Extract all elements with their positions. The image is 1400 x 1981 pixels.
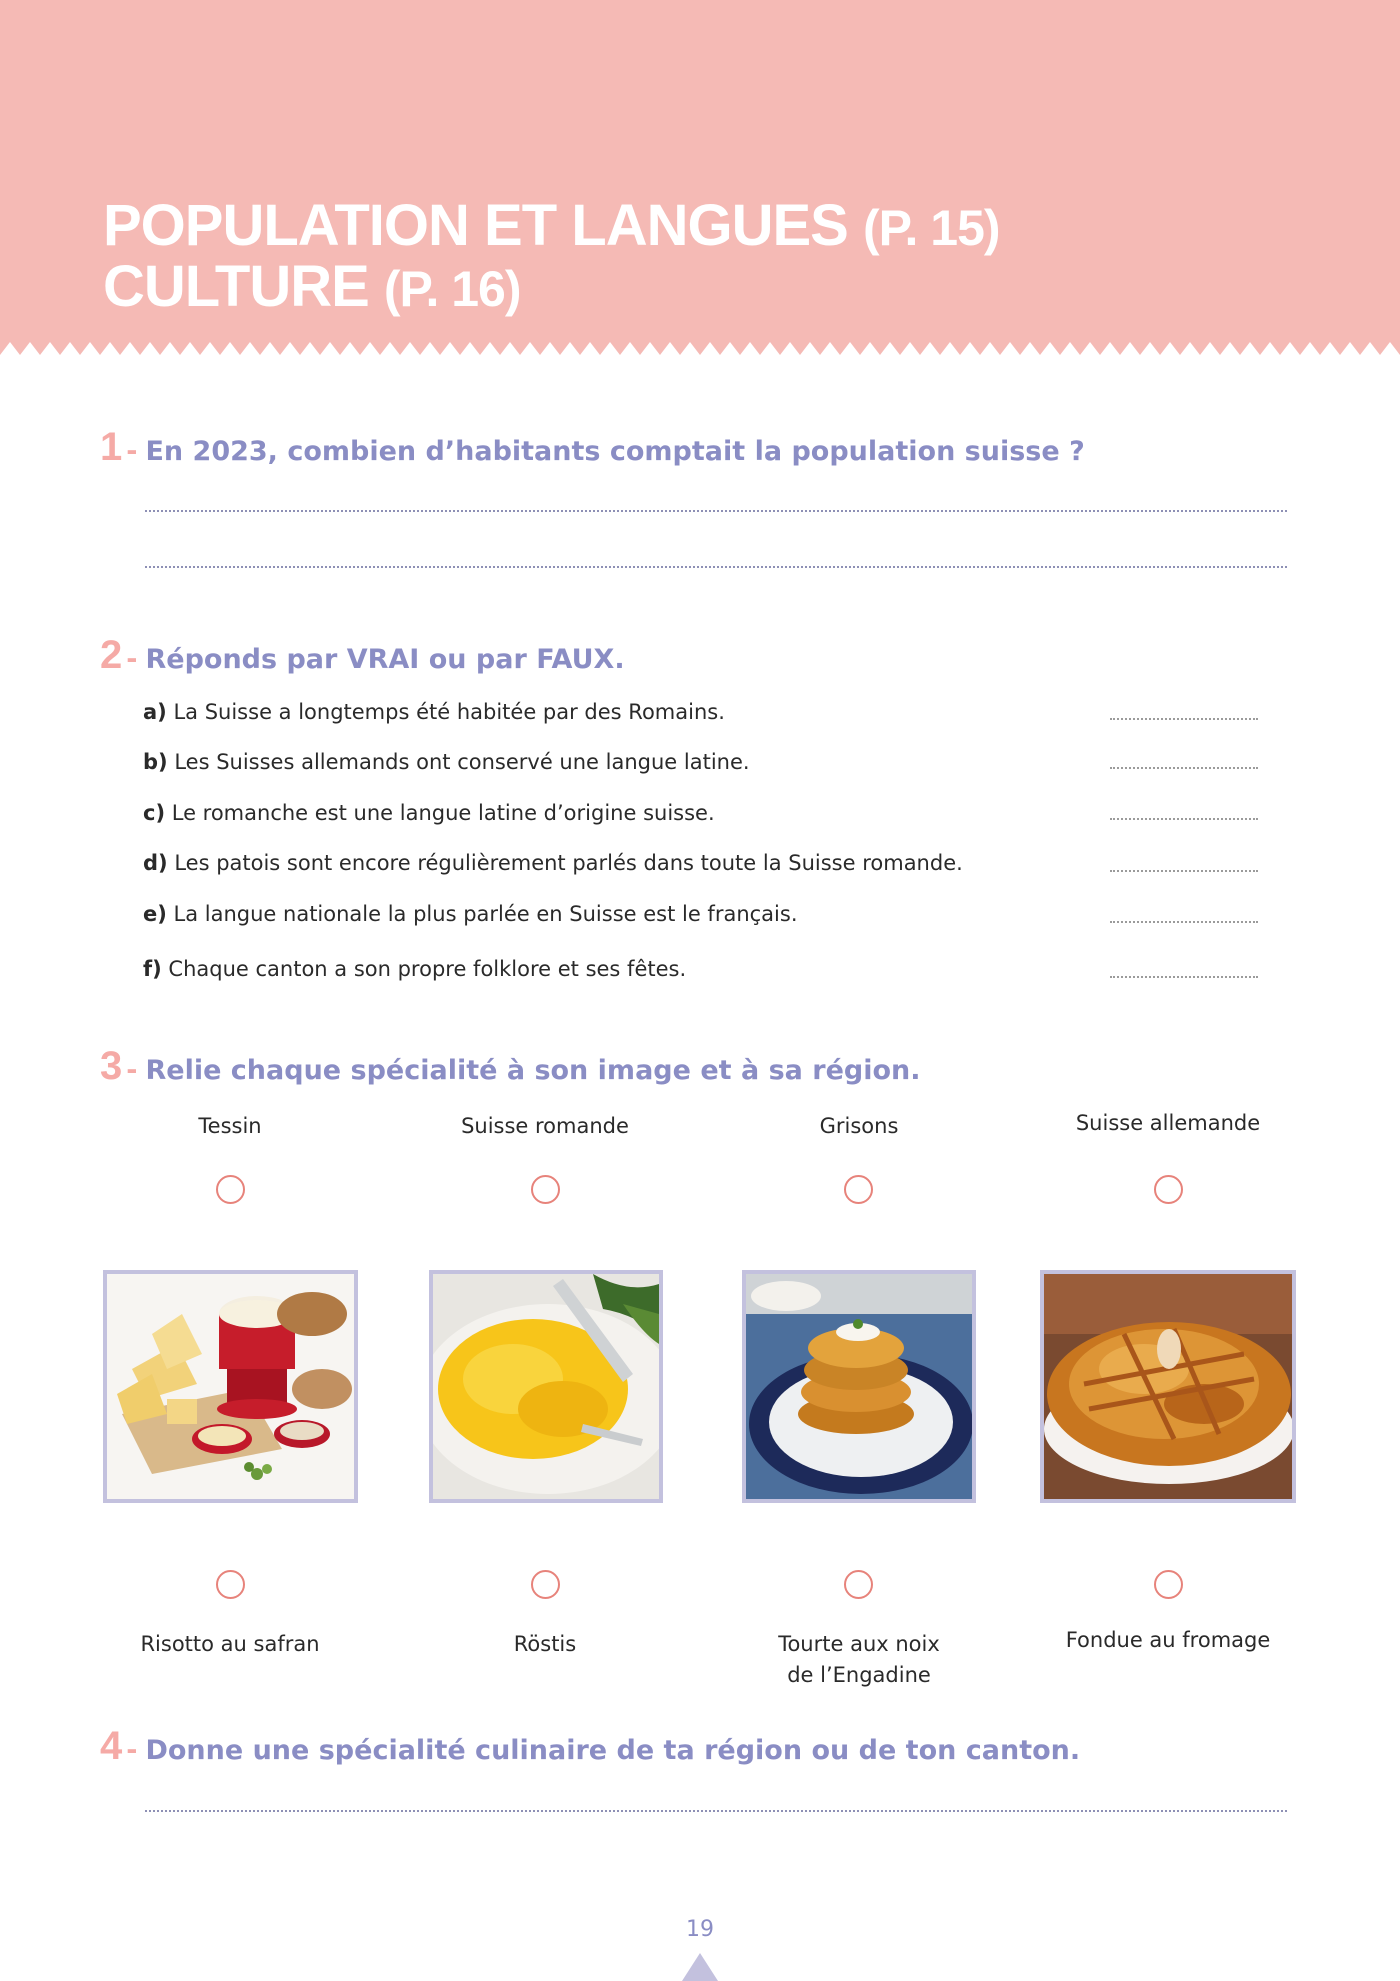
region-circle-suisse-allemande[interactable] bbox=[1154, 1175, 1183, 1204]
dish-label-risotto: Risotto au safran bbox=[140, 1632, 320, 1656]
true-false-item-d: d) Les patois sont encore régulièrement parlés dans toute la Suisse romande. bbox=[143, 851, 963, 875]
answer-line-a[interactable] bbox=[1110, 718, 1258, 720]
photo-fondue bbox=[103, 1270, 358, 1503]
dish-label-fondue: Fondue au fromage bbox=[1065, 1628, 1271, 1652]
question-2: 2 - Réponds par VRAI ou par FAUX. bbox=[100, 633, 625, 677]
answer-line-d[interactable] bbox=[1110, 870, 1258, 872]
answer-line-4[interactable] bbox=[145, 1810, 1287, 1812]
answer-line-e[interactable] bbox=[1110, 921, 1258, 923]
region-circle-suisse-romande[interactable] bbox=[531, 1175, 560, 1204]
true-false-item-e: e) La langue nationale la plus parlée en Suisse est le français. bbox=[143, 902, 798, 926]
true-false-item-a: a) La Suisse a longtemps été habitée par des Romains. bbox=[143, 700, 725, 724]
true-false-item-b: b) Les Suisses allemands ont conservé une langue latine. bbox=[143, 750, 750, 774]
region-label-suisse-allemande: Suisse allemande bbox=[1075, 1111, 1261, 1135]
dish-circle-fondue[interactable] bbox=[1154, 1570, 1183, 1599]
photo-tourte bbox=[1040, 1270, 1296, 1503]
true-false-item-c: c) Le romanche est une langue latine d’origine suisse. bbox=[143, 801, 715, 825]
triangle-marker-icon bbox=[682, 1953, 718, 1981]
true-false-item-f: f) Chaque canton a son propre folklore et ses fêtes. bbox=[143, 957, 687, 981]
dish-circle-risotto[interactable] bbox=[216, 1570, 245, 1599]
answer-line-1a[interactable] bbox=[145, 510, 1287, 512]
question-4: 4 - Donne une spécialité culinaire de ta région ou de ton canton. bbox=[100, 1724, 1081, 1768]
region-circle-grisons[interactable] bbox=[844, 1175, 873, 1204]
answer-line-f[interactable] bbox=[1110, 976, 1258, 978]
dish-circle-rostis[interactable] bbox=[531, 1570, 560, 1599]
answer-line-c[interactable] bbox=[1110, 818, 1258, 820]
dish-label-rostis: Röstis bbox=[513, 1632, 577, 1656]
answer-line-b[interactable] bbox=[1110, 767, 1258, 769]
dish-label-tourte: Tourte aux noix de l’Engadine bbox=[778, 1632, 940, 1687]
region-circle-tessin[interactable] bbox=[216, 1175, 245, 1204]
region-label-tessin: Tessin bbox=[198, 1114, 262, 1138]
question-3: 3 - Relie chaque spécialité à son image et à sa région. bbox=[100, 1044, 921, 1088]
page-number: 19 bbox=[686, 1917, 714, 1942]
region-label-suisse-romande: Suisse romande bbox=[461, 1114, 629, 1138]
page-title-line1: POPULATION ET LANGUES (P. 15) bbox=[103, 193, 1000, 258]
photo-rosti bbox=[742, 1270, 976, 1503]
dish-circle-tourte[interactable] bbox=[844, 1570, 873, 1599]
photo-risotto bbox=[429, 1270, 663, 1503]
page-title-line2: CULTURE (P. 16) bbox=[103, 254, 521, 319]
region-label-grisons: Grisons bbox=[819, 1114, 899, 1138]
zigzag-edge bbox=[0, 340, 1400, 360]
question-1: 1 - En 2023, combien d’habitants comptait la population suisse ? bbox=[100, 425, 1085, 469]
page-header bbox=[0, 0, 1400, 355]
answer-line-1b[interactable] bbox=[145, 566, 1287, 568]
